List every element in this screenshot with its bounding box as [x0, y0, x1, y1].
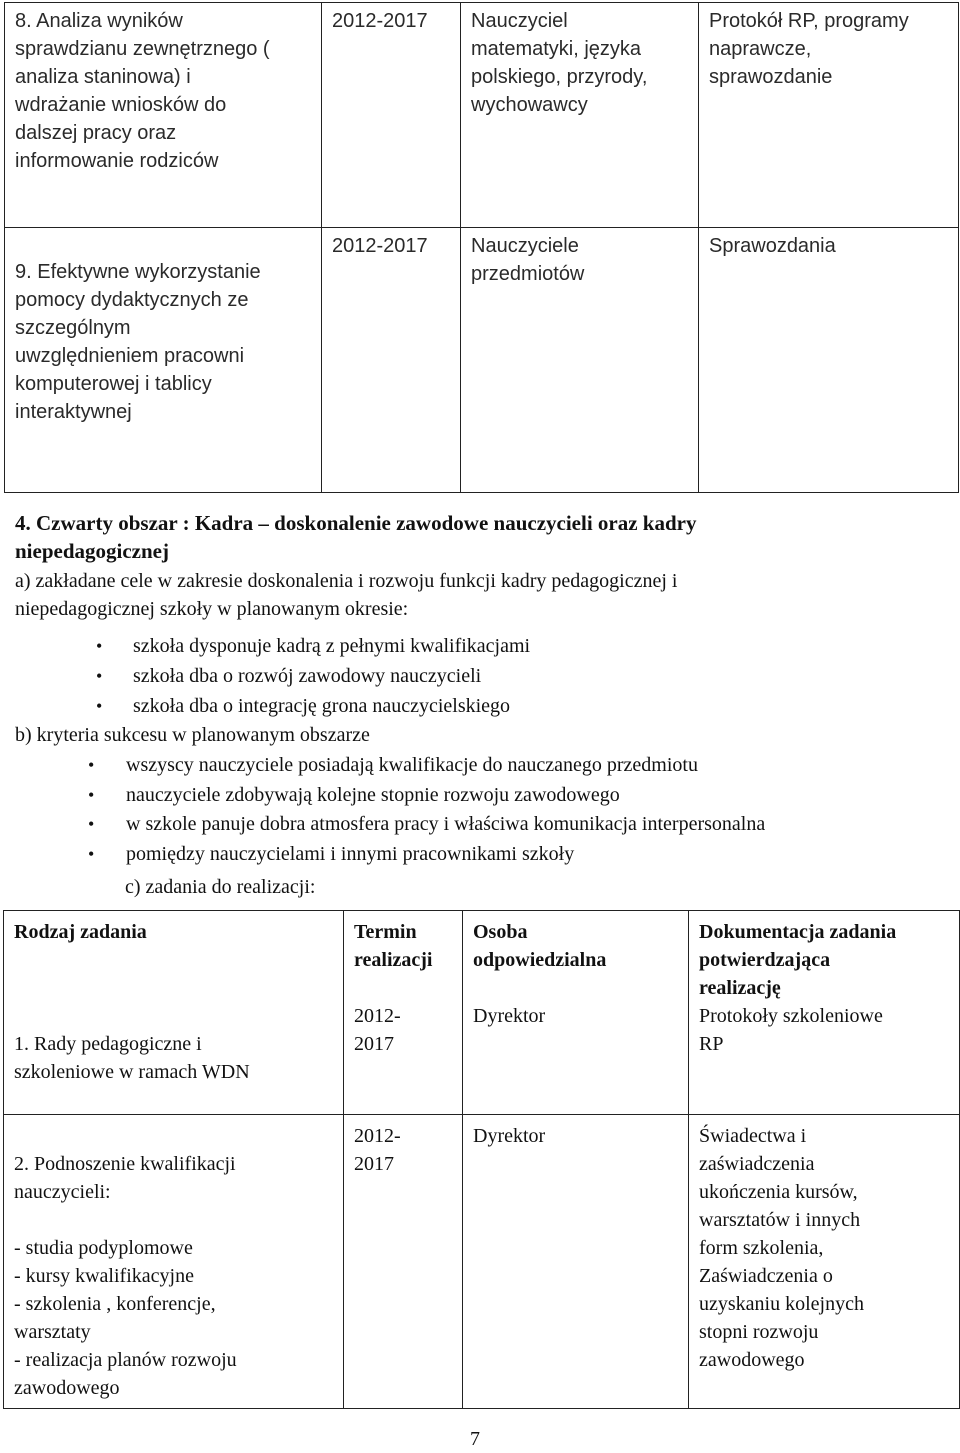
- docs-line: Zaświadczenia o: [699, 1265, 833, 1287]
- docs-line: Sprawozdania: [709, 235, 836, 257]
- person-line: matematyki, języka: [471, 38, 642, 60]
- docs-cell: [689, 1115, 960, 1409]
- person-line: wychowawcy: [471, 94, 588, 116]
- column-header: Osoba: [473, 921, 528, 943]
- list-item: [15, 631, 935, 661]
- bullet-icon: •: [88, 755, 95, 775]
- person-cell: [461, 228, 699, 493]
- table-row: [5, 3, 959, 228]
- person-line: Dyrektor: [473, 1125, 546, 1147]
- docs-cell: [699, 3, 959, 228]
- docs-line: zaświadczenia: [699, 1153, 815, 1175]
- criteria-list: [15, 751, 935, 869]
- task-line: - kursy kwalifikacyjne: [14, 1265, 194, 1287]
- column-header: Termin: [354, 921, 417, 943]
- list-item-text: nauczyciele zdobywają kolejne stopnie rozwoju zawodowego: [126, 783, 620, 806]
- list-item: [15, 661, 935, 691]
- term-cell: [344, 1115, 463, 1409]
- person-line: Nauczyciel: [471, 10, 568, 32]
- list-item-text: wszyscy nauczyciele posiadają kwalifikacje do nauczanego przedmiotu: [126, 754, 698, 776]
- task-line: informowanie rodziców: [15, 150, 219, 172]
- list-item: [15, 810, 935, 840]
- term-text: 2012-2017: [332, 10, 428, 32]
- docs-line: RP: [699, 1033, 724, 1055]
- task-line: wdrażanie wniosków do: [15, 94, 227, 116]
- task-line: interaktywnej: [15, 401, 132, 423]
- person-line: Nauczyciele: [471, 235, 579, 257]
- docs-cell: [699, 228, 959, 493]
- docs-line: warsztatów i innych: [699, 1209, 861, 1231]
- bullet-icon: •: [96, 666, 103, 686]
- person-cell: [463, 911, 689, 1115]
- task-line: uwzględnieniem pracowni: [15, 345, 245, 367]
- task-line: analiza staninowa) i: [15, 66, 191, 88]
- term-cell: [322, 228, 461, 493]
- person-cell: [463, 1115, 689, 1409]
- tasks-intro: c) zadania do realizacji:: [125, 876, 316, 898]
- docs-line: form szkolenia,: [699, 1237, 824, 1259]
- term-line: 2012-: [354, 1125, 401, 1147]
- column-header: odpowiedzialna: [473, 949, 607, 971]
- section-heading-line: niepedagogicznej: [15, 539, 169, 563]
- task-line: szczególnym: [15, 317, 131, 339]
- list-item: [15, 751, 935, 781]
- term-line: 2017: [354, 1153, 394, 1175]
- task-line: sprawdzianu zewnętrznego (: [15, 38, 270, 60]
- list-item: [15, 840, 935, 870]
- list-item: [15, 781, 935, 811]
- table-row: [5, 228, 959, 493]
- task-line: - studia podyplomowe: [14, 1237, 193, 1259]
- docs-line: sprawozdanie: [709, 66, 833, 88]
- task-line: komputerowej i tablicy: [15, 373, 212, 395]
- task-line: - szkolenia , konferencje,: [14, 1293, 216, 1315]
- task-line: 8. Analiza wyników: [15, 10, 183, 32]
- docs-line: naprawcze,: [709, 38, 812, 60]
- task-line: szkoleniowe w ramach WDN: [14, 1061, 250, 1083]
- task-line: zawodowego: [14, 1377, 120, 1399]
- docs-line: Świadectwa i: [699, 1125, 807, 1147]
- list-item: [15, 691, 935, 721]
- task-line: - realizacja planów rozwoju: [14, 1349, 237, 1371]
- table-row: [4, 911, 960, 1115]
- docs-line: Protokół RP, programy: [709, 10, 909, 32]
- docs-line: stopni rozwoju: [699, 1321, 819, 1343]
- person-line: polskiego, przyrody,: [471, 66, 648, 88]
- criteria-intro: b) kryteria sukcesu w planowanym obszarze: [15, 724, 370, 746]
- task-cell: [5, 228, 322, 493]
- table-row: [4, 1115, 960, 1409]
- list-item-text: szkoła dba o integrację grona nauczycielskiego: [133, 695, 511, 717]
- term-text: 2012-2017: [332, 235, 428, 257]
- task-line: 1. Rady pedagogiczne i: [14, 1033, 202, 1055]
- person-line: przedmiotów: [471, 263, 585, 285]
- task-cell: [4, 911, 344, 1115]
- task-line: pomocy dydaktycznych ze: [15, 289, 249, 311]
- bullet-icon: •: [96, 636, 103, 656]
- task-table-continued: [4, 2, 959, 493]
- section-heading-line: 4. Czwarty obszar : Kadra – doskonalenie zawodowe nauczycieli oraz kadry: [15, 511, 697, 535]
- docs-cell: [689, 911, 960, 1115]
- column-header: realizacji: [354, 949, 433, 971]
- task-cell: [4, 1115, 344, 1409]
- bullet-icon: •: [96, 696, 103, 716]
- bullet-icon: •: [88, 814, 95, 834]
- column-header: realizację: [699, 977, 781, 999]
- column-header: Rodzaj zadania: [14, 921, 147, 943]
- list-item-text: w szkole panuje dobra atmosfera pracy i właściwa komunikacja interpersonalna: [126, 813, 766, 835]
- docs-line: zawodowego: [699, 1349, 805, 1371]
- goals-intro-line: niepedagogicznej szkoły w planowanym okresie:: [15, 598, 409, 620]
- goals-intro: [15, 567, 935, 623]
- docs-line: ukończenia kursów,: [699, 1181, 858, 1203]
- task-line: dalszej pracy oraz: [15, 122, 177, 144]
- task-line: nauczycieli:: [14, 1181, 111, 1203]
- person-cell: [461, 3, 699, 228]
- tasks-table: [3, 910, 960, 1409]
- task-line: warsztaty: [14, 1321, 91, 1343]
- column-header: Dokumentacja zadania: [699, 921, 897, 943]
- bullet-icon: •: [88, 843, 95, 864]
- term-line: 2017: [354, 1033, 394, 1055]
- list-item-text: szkoła dba o rozwój zawodowy nauczycieli: [133, 665, 482, 687]
- docs-line: Protokoły szkoleniowe: [699, 1005, 883, 1027]
- task-line: 2. Podnoszenie kwalifikacji: [14, 1153, 236, 1175]
- list-item-text: pomiędzy nauczycielami i innymi pracownikami szkoły: [126, 842, 575, 865]
- docs-line: uzyskaniu kolejnych: [699, 1293, 864, 1315]
- task-line: 9. Efektywne wykorzystanie: [15, 261, 261, 283]
- list-item-text: szkoła dysponuje kadrą z pełnymi kwalifikacjami: [133, 635, 531, 657]
- person-line: Dyrektor: [473, 1005, 546, 1027]
- task-cell: [5, 3, 322, 228]
- term-cell: [322, 3, 461, 228]
- section-heading: [15, 509, 935, 565]
- page-number: 7: [470, 1428, 480, 1450]
- bullet-icon: •: [88, 784, 95, 805]
- goals-intro-line: a) zakładane cele w zakresie doskonalenia i rozwoju funkcji kadry pedagogicznej i: [15, 570, 678, 592]
- section-4: [15, 509, 935, 901]
- column-header: potwierdzająca: [699, 949, 831, 971]
- term-cell: [344, 911, 463, 1115]
- goals-list: [15, 631, 935, 721]
- term-line: 2012-: [354, 1005, 401, 1027]
